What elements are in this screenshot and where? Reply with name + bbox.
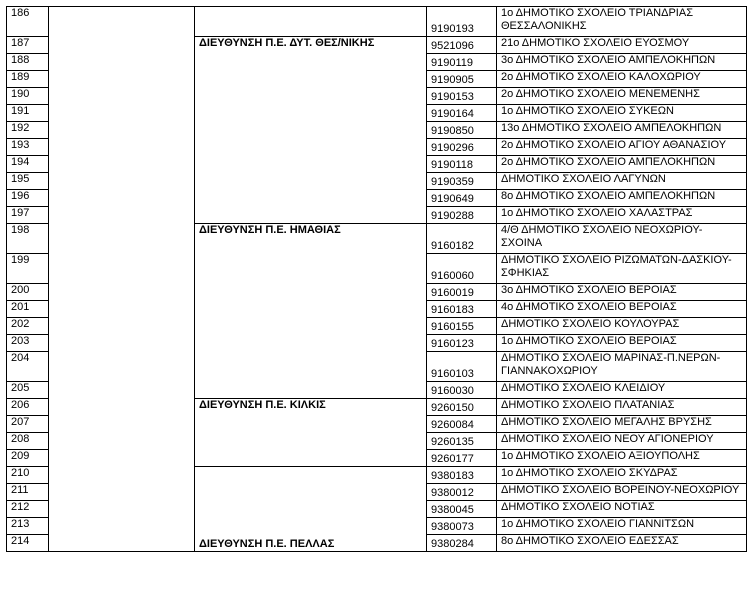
row-number: 196 <box>7 190 49 207</box>
school-name <box>497 122 747 139</box>
school-name <box>497 450 747 467</box>
school-code: 9260150 <box>427 399 497 416</box>
school-name-line: ΔΗΜΟΤΙΚΟ ΣΧΟΛΕΙΟ ΜΑΡΙΝΑΣ-Π.ΝΕΡΩΝ- <box>501 352 721 364</box>
school-code: 9380073 <box>427 518 497 535</box>
school-name-line: 1ο ΔΗΜΟΤΙΚΟ ΣΧΟΛΕΙΟ ΤΡΙΑΝΔΡΙΑΣ <box>501 7 694 19</box>
school-name-line: 1ο ΔΗΜΟΤΙΚΟ ΣΧΟΛΕΙΟ ΣΥΚΕΩΝ <box>501 105 674 117</box>
school-name <box>497 382 747 399</box>
school-code: 9190119 <box>427 54 497 71</box>
school-name-line: 2ο ΔΗΜΟΤΙΚΟ ΣΧΟΛΕΙΟ ΑΜΠΕΛΟΚΗΠΩΝ <box>501 156 716 168</box>
school-name <box>497 224 747 254</box>
school-name <box>497 71 747 88</box>
school-name-line: 1ο ΔΗΜΟΤΙΚΟ ΣΧΟΛΕΙΟ ΒΕΡΟΙΑΣ <box>501 335 677 347</box>
school-code: 9190905 <box>427 71 497 88</box>
school-code: 9260177 <box>427 450 497 467</box>
school-code: 9260084 <box>427 416 497 433</box>
directorate-cell <box>195 7 427 37</box>
school-name-line: ΔΗΜΟΤΙΚΟ ΣΧΟΛΕΙΟ ΠΛΑΤΑΝΙΑΣ <box>501 399 675 411</box>
schools-table-body <box>7 7 747 552</box>
school-name <box>497 416 747 433</box>
row-number: 187 <box>7 37 49 54</box>
row-number: 205 <box>7 382 49 399</box>
schools-table <box>6 6 747 552</box>
school-name <box>497 335 747 352</box>
school-code: 9190850 <box>427 122 497 139</box>
row-number: 204 <box>7 352 49 382</box>
school-name <box>497 254 747 284</box>
school-code: 9380012 <box>427 484 497 501</box>
school-name <box>497 54 747 71</box>
school-name <box>497 284 747 301</box>
school-name-line: 8ο ΔΗΜΟΤΙΚΟ ΣΧΟΛΕΙΟ ΕΔΕΣΣΑΣ <box>501 535 679 547</box>
school-name-line: 8ο ΔΗΜΟΤΙΚΟ ΣΧΟΛΕΙΟ ΑΜΠΕΛΟΚΗΠΩΝ <box>501 190 716 202</box>
school-code: 9190164 <box>427 105 497 122</box>
school-code: 9190193 <box>427 7 497 37</box>
school-code: 9380183 <box>427 467 497 484</box>
row-number: 203 <box>7 335 49 352</box>
school-name-line: ΔΗΜΟΤΙΚΟ ΣΧΟΛΕΙΟ ΝΟΤΙΑΣ <box>501 501 655 513</box>
row-number: 192 <box>7 122 49 139</box>
directorate-cell: ΔΙΕΥΘΥΝΣΗ Π.Ε. ΠΕΛΛΑΣ <box>195 467 427 552</box>
school-name-line: ΔΗΜΟΤΙΚΟ ΣΧΟΛΕΙΟ ΝΕΟΥ ΑΓΙΟΝΕΡΙΟΥ <box>501 433 714 445</box>
school-code: 9160060 <box>427 254 497 284</box>
school-name-line: 1ο ΔΗΜΟΤΙΚΟ ΣΧΟΛΕΙΟ ΓΙΑΝΝΙΤΣΩΝ <box>501 518 695 530</box>
school-name <box>497 535 747 552</box>
school-code: 9190288 <box>427 207 497 224</box>
school-name <box>497 501 747 518</box>
school-name-line: ΔΗΜΟΤΙΚΟ ΣΧΟΛΕΙΟ ΒΟΡΕΙΝΟΥ-ΝΕΟΧΩΡΙΟΥ <box>501 484 740 496</box>
school-name-line: 2ο ΔΗΜΟΤΙΚΟ ΣΧΟΛΕΙΟ ΜΕΝΕΜΕΝΗΣ <box>501 88 700 100</box>
school-name-line: ΣΦΗΚΙΑΣ <box>501 267 550 279</box>
school-name <box>497 433 747 450</box>
row-number: 194 <box>7 156 49 173</box>
school-code: 9160103 <box>427 352 497 382</box>
row-number: 210 <box>7 467 49 484</box>
school-name <box>497 88 747 105</box>
row-number: 193 <box>7 139 49 156</box>
school-name-line: 21ο ΔΗΜΟΤΙΚΟ ΣΧΟΛΕΙΟ ΕΥΟΣΜΟΥ <box>501 37 690 49</box>
row-number: 198 <box>7 224 49 254</box>
school-code: 9380284 <box>427 535 497 552</box>
row-number: 208 <box>7 433 49 450</box>
row-number: 200 <box>7 284 49 301</box>
empty-column <box>49 7 195 552</box>
school-code: 9160183 <box>427 301 497 318</box>
school-name-line: ΣΧΟΙΝΑ <box>501 237 543 249</box>
school-code: 9521096 <box>427 37 497 54</box>
school-code: 9190153 <box>427 88 497 105</box>
school-code: 9160030 <box>427 382 497 399</box>
school-name-line: 1ο ΔΗΜΟΤΙΚΟ ΣΧΟΛΕΙΟ ΧΑΛΑΣΤΡΑΣ <box>501 207 693 219</box>
school-code: 9260135 <box>427 433 497 450</box>
school-code: 9160155 <box>427 318 497 335</box>
directorate-cell: ΔΙΕΥΘΥΝΣΗ Π.Ε. ΔΥΤ. ΘΕΣ/ΝΙΚΗΣ <box>195 37 427 224</box>
school-code: 9190296 <box>427 139 497 156</box>
school-name-line: ΔΗΜΟΤΙΚΟ ΣΧΟΛΕΙΟ ΡΙΖΩΜΑΤΩΝ-ΔΑΣΚΙΟΥ- <box>501 254 732 266</box>
school-code: 9160182 <box>427 224 497 254</box>
row-number: 213 <box>7 518 49 535</box>
school-name <box>497 399 747 416</box>
school-name-line: 2ο ΔΗΜΟΤΙΚΟ ΣΧΟΛΕΙΟ ΑΓΙΟΥ ΑΘΑΝΑΣΙΟΥ <box>501 139 727 151</box>
school-name-line: 1ο ΔΗΜΟΤΙΚΟ ΣΧΟΛΕΙΟ ΑΞΙΟΥΠΟΛΗΣ <box>501 450 700 462</box>
school-name <box>497 352 747 382</box>
row-number: 206 <box>7 399 49 416</box>
school-name-line: ΔΗΜΟΤΙΚΟ ΣΧΟΛΕΙΟ ΜΕΓΑΛΗΣ ΒΡΥΣΗΣ <box>501 416 712 428</box>
school-name-line: 4ο ΔΗΜΟΤΙΚΟ ΣΧΟΛΕΙΟ ΒΕΡΟΙΑΣ <box>501 301 677 313</box>
school-code: 9190649 <box>427 190 497 207</box>
school-name-line: ΔΗΜΟΤΙΚΟ ΣΧΟΛΕΙΟ ΚΛΕΙΔΙΟΥ <box>501 382 666 394</box>
school-code: 9190118 <box>427 156 497 173</box>
school-code: 9380045 <box>427 501 497 518</box>
school-code: 9160123 <box>427 335 497 352</box>
table-row <box>7 7 747 37</box>
school-name <box>497 484 747 501</box>
school-name-line: ΓΙΑΝΝΑΚΟΧΩΡΙΟΥ <box>501 365 598 377</box>
school-name <box>497 139 747 156</box>
row-number: 211 <box>7 484 49 501</box>
school-name-line: 4/Θ ΔΗΜΟΤΙΚΟ ΣΧΟΛΕΙΟ ΝΕΟΧΩΡΙΟΥ- <box>501 224 703 236</box>
school-name <box>497 7 747 37</box>
school-name <box>497 207 747 224</box>
school-name <box>497 105 747 122</box>
school-name-line: ΔΗΜΟΤΙΚΟ ΣΧΟΛΕΙΟ ΚΟΥΛΟΥΡΑΣ <box>501 318 680 330</box>
row-number: 197 <box>7 207 49 224</box>
school-name-line: 3ο ΔΗΜΟΤΙΚΟ ΣΧΟΛΕΙΟ ΒΕΡΟΙΑΣ <box>501 284 677 296</box>
school-name <box>497 156 747 173</box>
row-number: 207 <box>7 416 49 433</box>
school-name <box>497 37 747 54</box>
school-name-line: 1ο ΔΗΜΟΤΙΚΟ ΣΧΟΛΕΙΟ ΣΚΥΔΡΑΣ <box>501 467 678 479</box>
school-code: 9190359 <box>427 173 497 190</box>
school-name <box>497 190 747 207</box>
row-number: 199 <box>7 254 49 284</box>
school-name-line: 13ο ΔΗΜΟΤΙΚΟ ΣΧΟΛΕΙΟ ΑΜΠΕΛΟΚΗΠΩΝ <box>501 122 722 134</box>
row-number: 189 <box>7 71 49 88</box>
row-number: 209 <box>7 450 49 467</box>
row-number: 190 <box>7 88 49 105</box>
row-number: 202 <box>7 318 49 335</box>
directorate-cell: ΔΙΕΥΘΥΝΣΗ Π.Ε. ΗΜΑΘΙΑΣ <box>195 224 427 399</box>
school-name-line: ΔΗΜΟΤΙΚΟ ΣΧΟΛΕΙΟ ΛΑΓΥΝΩΝ <box>501 173 666 185</box>
row-number: 188 <box>7 54 49 71</box>
school-name <box>497 518 747 535</box>
school-name <box>497 173 747 190</box>
school-name-line: 2ο ΔΗΜΟΤΙΚΟ ΣΧΟΛΕΙΟ ΚΑΛΟΧΩΡΙΟΥ <box>501 71 701 83</box>
row-number: 214 <box>7 535 49 552</box>
row-number: 186 <box>7 7 49 37</box>
row-number: 212 <box>7 501 49 518</box>
school-name-line: 3ο ΔΗΜΟΤΙΚΟ ΣΧΟΛΕΙΟ ΑΜΠΕΛΟΚΗΠΩΝ <box>501 54 716 66</box>
school-name <box>497 467 747 484</box>
row-number: 201 <box>7 301 49 318</box>
school-code: 9160019 <box>427 284 497 301</box>
school-name-line: ΘΕΣΣΑΛΟΝΙΚΗΣ <box>501 20 587 32</box>
row-number: 191 <box>7 105 49 122</box>
directorate-cell: ΔΙΕΥΘΥΝΣΗ Π.Ε. ΚΙΛΚΙΣ <box>195 399 427 467</box>
row-number: 195 <box>7 173 49 190</box>
school-name <box>497 301 747 318</box>
school-name <box>497 318 747 335</box>
